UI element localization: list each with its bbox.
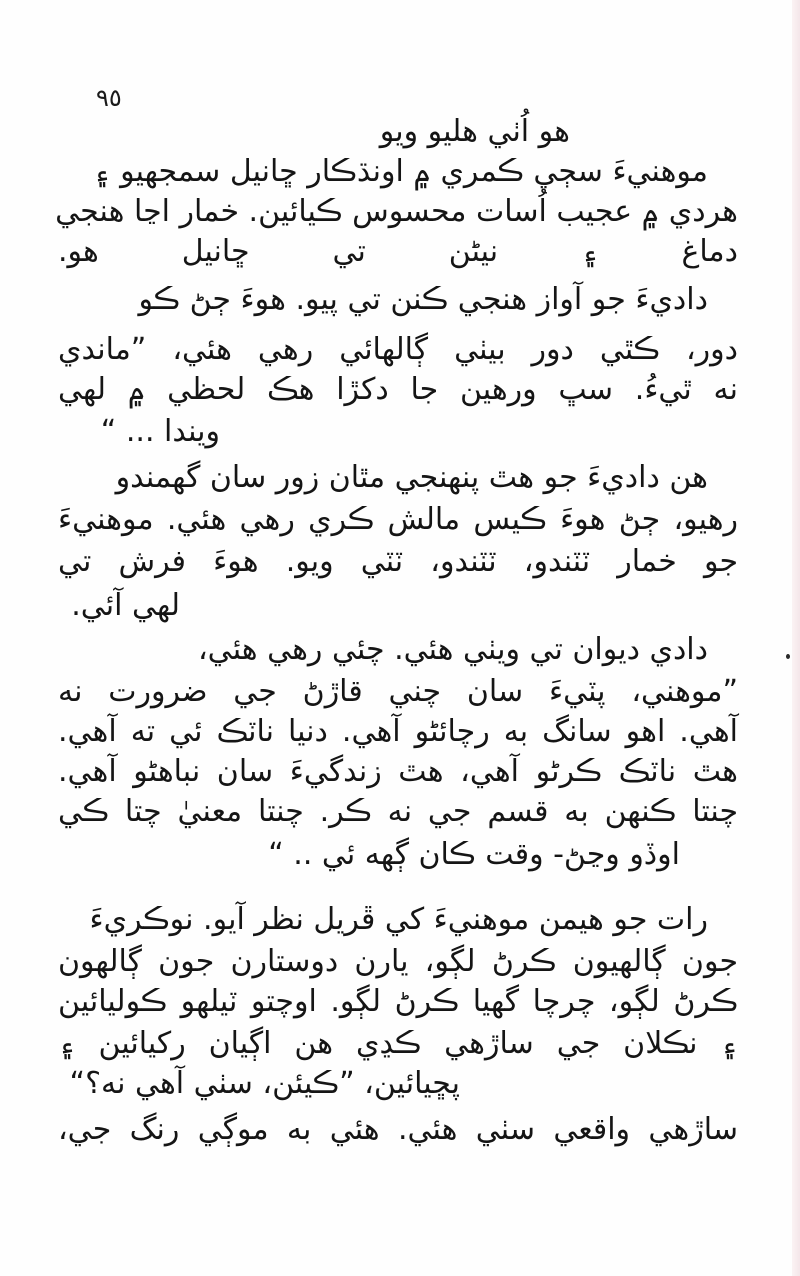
text-line: آهي. اهو سانگ به رچائڻو آهي. دنيا ناٽڪ ئي ته آهي. bbox=[58, 714, 738, 749]
text-line: داديءَ جو آواز هنجي ڪنن تي پيو. هوءَ ڄڻ ڪو bbox=[138, 282, 708, 317]
text-line: چنتا ڪنهن به قسم جي نه ڪر. چنتا معنيٰ چتا ڪي bbox=[58, 794, 738, 829]
text-line: ڪرڻ لڳو، چرچا گهيا ڪرڻ لڳو. اوچتو ٽيلهو ڪوليائين bbox=[58, 984, 738, 1019]
text-line: دور، ڪٿي دور بيٺي ڳالهائي رهي هئي، ”ماندي bbox=[58, 332, 738, 367]
text-line: ”موهني، پٽيءَ سان چني قاڙڻ جي ضرورت نه bbox=[58, 674, 738, 709]
text-line: رهيو، ڄڻ هوءَ ڪيس مالش ڪري رهي هئي. موهنيءَ bbox=[58, 502, 738, 537]
text-line: لهي آئي. bbox=[71, 588, 180, 623]
text-line: هو اُٺي هليو ويو bbox=[379, 114, 570, 149]
text-line: اوڏو وڃڻ- وقت ڪان ڳهه ئي .. “ bbox=[268, 837, 680, 872]
text-line: رات جو هيمن موهنيءَ کي ڦريل نظر آيو. نوڪريءَ bbox=[89, 902, 708, 937]
text-line: هٿ ناٽڪ ڪرڻو آهي، هٿ زندگيءَ سان نباهڻو آهي. bbox=[58, 754, 738, 789]
text-line: نه ٿيءُ. سڀ ورهين جا دکڙا هڪ لحظي ۾ لهي bbox=[58, 372, 738, 407]
text-line: ساڙهي واقعي سٺي هئي. هئي به موڳي رنگ جي، bbox=[58, 1112, 738, 1147]
text-line: جو خمار ٽٽندو، ٽٽندو، ٽٽي ويو. هوءَ فرش تي bbox=[58, 544, 738, 579]
text-line: دماغ ۽ نيڻن تي ڇانيل هو. bbox=[58, 234, 738, 269]
text-line: پڇيائين، ”ڪيئن، سٺي آهي نه؟“ bbox=[69, 1066, 460, 1101]
text-line: ۽ نڪلان جي ساڙهي ڪڍي هن اڳيان رکيائين ۽ bbox=[58, 1026, 738, 1061]
text-line: هن داديءَ جو هٿ پنهنجي مٿان زور سان گهمندو bbox=[115, 460, 708, 495]
text-line: ويندا ... “ bbox=[100, 414, 220, 449]
page-number: ٩٥ bbox=[96, 84, 122, 112]
text-line: موهنيءَ سڄي ڪمري ۾ اونڌڪار ڇانيل سمجهيو ۽ bbox=[92, 154, 708, 189]
page-edge-strip bbox=[792, 0, 800, 1276]
text-line: جون ڳالهيون ڪرڻ لڳو، يارن دوستارن جون ڳالهون bbox=[58, 944, 738, 979]
scan-speck bbox=[786, 654, 790, 659]
text-line: هردي ۾ عجيب اُسات محسوس ڪيائين. خمار اڃا هنجي bbox=[55, 194, 738, 229]
text-line: دادي ديوان تي ويٺي هئي. چئي رهي هئي، bbox=[198, 632, 708, 667]
